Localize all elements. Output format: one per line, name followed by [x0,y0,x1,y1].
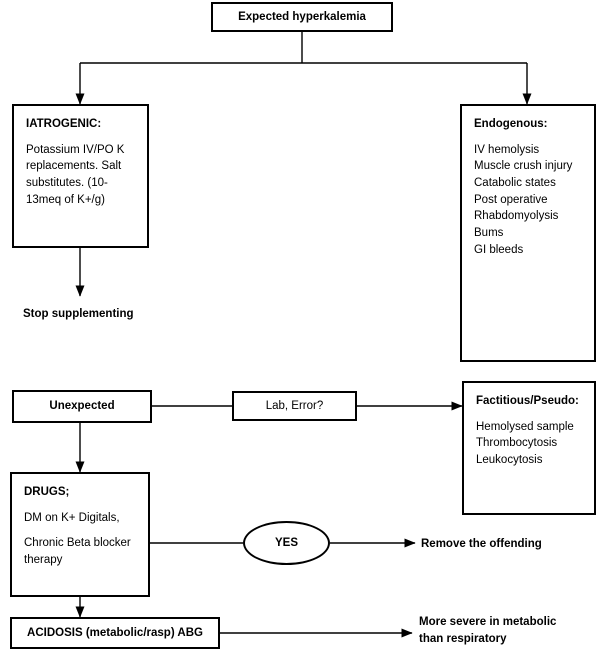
label-stop-supplementing-text: Stop supplementing [23,308,134,320]
list-item: Rhabdomyolysis [474,210,559,223]
node-drugs-line2: Chronic Beta blocker therapy [24,537,131,567]
node-iatrogenic-heading: IATROGENIC: [26,118,102,130]
list-item: Muscle crush injury [474,160,573,173]
node-expected-hyperkalemia[interactable] [211,2,393,32]
list-item: Post operative [474,193,548,206]
node-unexpected-label: Unexpected [49,400,115,413]
label-stop-supplementing [23,306,183,323]
list-item: Hemolysed sample [476,420,574,433]
node-yes-label: YES [274,537,298,549]
node-drugs[interactable] [10,472,150,597]
list-item: Leukocytosis [476,454,543,467]
node-expected-hyperkalemia-label: Expected hyperkalemia [238,10,366,23]
node-acidosis[interactable] [10,617,220,649]
node-factitious-list [476,419,584,469]
label-more-severe [419,614,604,649]
node-acidosis-label: ACIDOSIS (metabolic/rasp) ABG [27,626,203,639]
node-iatrogenic[interactable] [12,104,149,248]
node-drugs-line1: DM on K+ Digitals, [24,511,120,524]
label-remove-offending [421,536,601,553]
node-yes-decision[interactable] [243,521,330,565]
node-endogenous[interactable] [460,104,596,362]
list-item: Thrombocytosis [476,437,558,450]
node-drugs-heading: DRUGS; [24,486,70,498]
node-lab-error-label: Lab, Error? [265,399,324,412]
list-item: IV hemolysis [474,143,540,156]
node-endogenous-heading: Endogenous: [474,118,548,130]
label-more-severe-line1: More severe in metabolic [419,616,557,628]
list-item: Catabolic states [474,177,556,190]
node-lab-error[interactable] [232,391,357,421]
node-factitious-heading: Factitious/Pseudo: [476,395,579,407]
node-factitious-pseudo[interactable] [462,381,596,515]
node-endogenous-list [474,142,584,259]
label-remove-offending-text: Remove the offending [421,538,542,550]
list-item: GI bleeds [474,243,524,256]
label-more-severe-line2: than respiratory [419,633,507,646]
node-iatrogenic-body: Potassium IV/PO K replacements. Salt substitutes. (10-13meq of K+/g) [26,143,125,206]
list-item: Bums [474,227,504,240]
node-unexpected[interactable] [12,390,152,423]
